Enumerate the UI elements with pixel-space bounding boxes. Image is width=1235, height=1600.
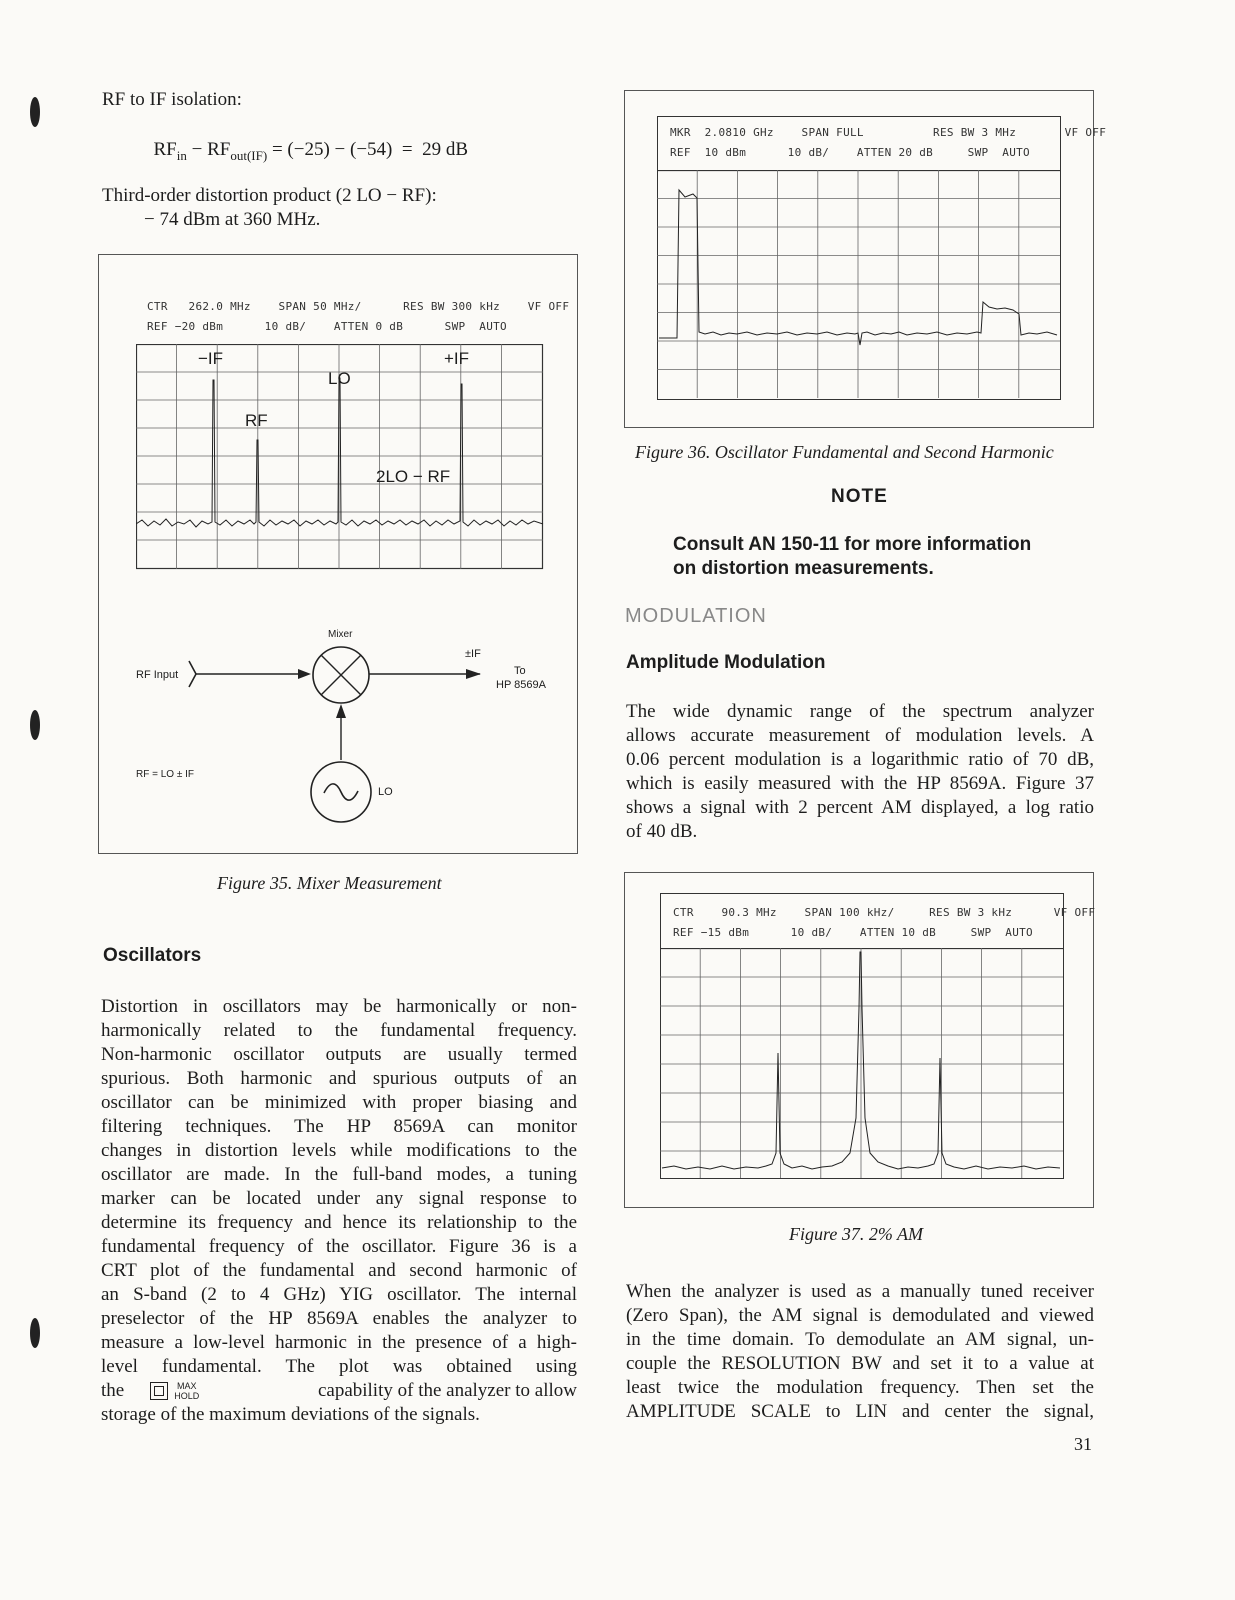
- figure-37-caption: Figure 37. 2% AM: [789, 1224, 923, 1244]
- am-line: The wide dynamic range of the spectrum analyzer: [626, 701, 1094, 722]
- fig35-label-minus-if: −IF: [198, 349, 224, 368]
- to-label: To: [514, 665, 526, 677]
- am-line: which is easily measured with the HP 8569A. Figure 37: [626, 773, 1094, 794]
- max-hold-key: [174, 1381, 199, 1401]
- osc-line: level fundamental. The plot was obtained using: [101, 1356, 577, 1377]
- zs-line: couple the RESOLUTION BW and set it to a value at: [626, 1353, 1094, 1374]
- figure-35-caption: Figure 35. Mixer Measurement: [217, 873, 442, 893]
- osc-the: the: [101, 1380, 125, 1401]
- fig37-header-line1: CTR 90.3 MHz SPAN 100 kHz/ RES BW 3 kHz VF OFF: [673, 906, 1096, 919]
- binder-hole: [30, 97, 40, 127]
- rf-equation-label: RF = LO ± IF: [136, 769, 194, 780]
- note-line-2: on distortion measurements.: [673, 558, 934, 579]
- eq-sub-in: in: [176, 147, 187, 163]
- zs-line: (Zero Span), the AM signal is demodulated and viewed: [626, 1305, 1094, 1326]
- osc-line: harmonically related to the fundamental frequency.: [101, 1020, 577, 1041]
- osc-line: CRT plot of the fundamental and second harmonic of: [101, 1260, 577, 1281]
- osc-line: fundamental frequency of the oscillator. Figure 36 is a: [101, 1236, 577, 1257]
- eq-minus-rf: − RF: [186, 139, 231, 160]
- fig36-header-line1: MKR 2.0810 GHz SPAN FULL RES BW 3 MHz VF OFF: [670, 126, 1107, 139]
- osc-line: oscillator can be minimized with proper biasing and: [101, 1092, 577, 1113]
- fig35-label-rf: RF: [245, 411, 268, 430]
- osc-line: storage of the maximum deviations of the signals.: [101, 1404, 480, 1425]
- osc-key-line: [101, 1379, 577, 1403]
- am-body: [626, 700, 1094, 844]
- binder-hole: [30, 1318, 40, 1348]
- fig35-label-lo: LO: [328, 369, 351, 388]
- fig35-label-2lo-rf: 2LO − RF: [376, 467, 451, 486]
- zs-line: When the analyzer is used as a manually tuned receiver: [626, 1281, 1094, 1302]
- tod-label: Third-order distortion product (2 LO − RF):: [102, 185, 437, 206]
- binder-hole: [30, 710, 40, 740]
- to-device-label: HP 8569A: [496, 679, 546, 691]
- lo-label: LO: [378, 786, 393, 798]
- note-title: NOTE: [831, 486, 888, 507]
- fig37-crt-display: [660, 948, 1064, 1178]
- osc-line: measure a low-level harmonic in the presence of a high-: [101, 1332, 577, 1353]
- max-hold-bottom: HOLD: [174, 1391, 200, 1401]
- eq-sub-out: out(IF): [230, 147, 268, 163]
- osc-line: preselector of the HP 8569A enables the analyzer to: [101, 1308, 577, 1329]
- page-number: 31: [1074, 1434, 1092, 1454]
- tod-value: − 74 dBm at 360 MHz.: [144, 209, 321, 230]
- osc-line: Distortion in oscillators may be harmonically or non-: [101, 996, 577, 1017]
- fig35-header-line2: REF −20 dBm 10 dB/ ATTEN 0 dB SWP AUTO: [147, 320, 507, 333]
- osc-after-key: capability of the analyzer to allow: [317, 1380, 577, 1401]
- am-line: of 40 dB.: [626, 821, 698, 842]
- note-line-1: Consult AN 150-11 for more information: [673, 534, 1032, 555]
- pm-if-label: ±IF: [465, 648, 481, 660]
- oscillators-heading: Oscillators: [103, 945, 202, 966]
- isolation-equation: [144, 114, 468, 168]
- am-line: allows accurate measurement of modulation levels. A: [626, 725, 1094, 746]
- figure-36-caption: Figure 36. Oscillator Fundamental and Second Harmonic: [635, 442, 1054, 462]
- osc-line: changes in distortion levels while modifications to the: [101, 1140, 577, 1161]
- rf-input-label: RF Input: [136, 669, 179, 681]
- isolation-label: RF to IF isolation:: [102, 89, 242, 110]
- am-line: shows a signal with 2 percent AM displayed, a log ratio: [626, 797, 1094, 818]
- zs-line: least twice the modulation frequency. Then set the: [626, 1377, 1094, 1398]
- osc-line: marker can be located under any signal response to: [101, 1188, 577, 1209]
- osc-line: determine its frequency and hence its relationship to the: [101, 1212, 577, 1233]
- eq-rhs: = (−25) − (−54) = 29 dB: [267, 139, 468, 160]
- osc-line: an S-band (2 to 4 GHz) YIG oscillator. The internal: [101, 1284, 577, 1305]
- osc-line: Non-harmonic oscillator outputs are usually termed: [101, 1044, 577, 1065]
- mixer-block-diagram: [136, 640, 556, 840]
- square-key-icon: [150, 1382, 168, 1400]
- section-heading-modulation: MODULATION: [625, 605, 767, 627]
- zs-line: AMPLITUDE SCALE to LIN and center the signal,: [626, 1401, 1094, 1422]
- eq-rf: RF: [153, 139, 177, 160]
- fig37-header-line2: REF −15 dBm 10 dB/ ATTEN 10 dB SWP AUTO: [673, 926, 1033, 939]
- max-hold-top: MAX: [176, 1381, 197, 1391]
- oscillators-body: [101, 995, 577, 1427]
- fig36-crt-display: [657, 170, 1061, 398]
- osc-line: filtering techniques. The HP 8569A can monitor: [101, 1116, 577, 1137]
- osc-line: spurious. Both harmonic and spurious outputs of an: [101, 1068, 577, 1089]
- zero-span-body: [626, 1280, 1094, 1424]
- osc-line: oscillator are made. In the full-band modes, a tuning: [101, 1164, 577, 1185]
- fig35-label-plus-if: +IF: [444, 349, 470, 368]
- fig35-header-line1: CTR 262.0 MHz SPAN 50 MHz/ RES BW 300 kHz VF OFF: [147, 300, 570, 313]
- zs-line: in the time domain. To demodulate an AM signal, un-: [626, 1329, 1094, 1350]
- amplitude-modulation-heading: Amplitude Modulation: [626, 652, 826, 673]
- mixer-label: Mixer: [328, 629, 353, 640]
- am-line: 0.06 percent modulation is a logarithmic ratio of 70 dB,: [626, 749, 1094, 770]
- fig36-header-line2: REF 10 dBm 10 dB/ ATTEN 20 dB SWP AUTO: [670, 146, 1030, 159]
